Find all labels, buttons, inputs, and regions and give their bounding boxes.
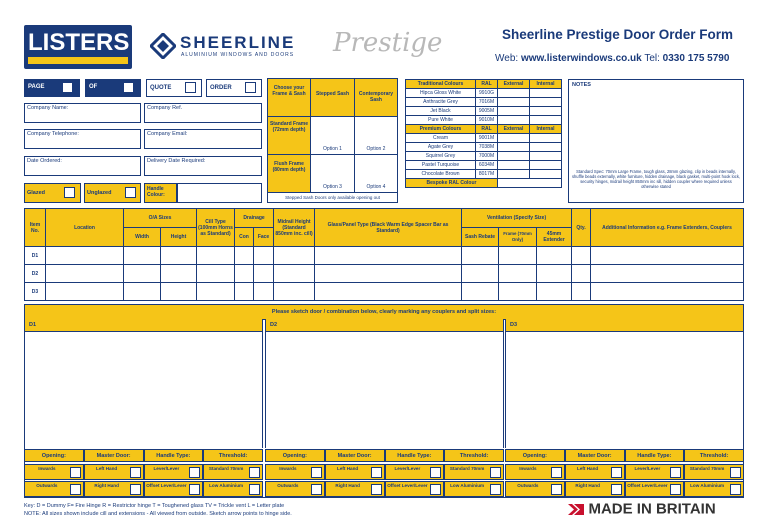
additional-header: Additional Information e.g. Frame Extenders, Couplers: [591, 209, 744, 247]
external-header: External: [498, 125, 530, 134]
qty-header: Qty.: [572, 209, 591, 247]
notes-box[interactable]: [568, 79, 744, 203]
colour-ral: 9910G: [476, 89, 498, 98]
company-tel-label: Company Telephone:: [27, 131, 79, 137]
option-4-cell[interactable]: [355, 155, 397, 193]
option-checkbox[interactable]: [551, 467, 562, 478]
option-checkbox[interactable]: [670, 467, 681, 478]
option-label: Standard 70mm: [689, 466, 725, 471]
sketch-panel-label: D3: [506, 319, 743, 332]
of-label: OF: [89, 84, 98, 90]
colour-ral: 7038M: [476, 143, 498, 152]
cell[interactable]: [274, 265, 315, 283]
option-label: Low Aluminium: [690, 483, 725, 488]
option-label: Lever/Lever: [634, 466, 661, 471]
external-check[interactable]: [498, 89, 530, 98]
page-label: PAGE: [28, 84, 45, 90]
option-label: Offset Lever/Lever: [387, 483, 428, 488]
external-check[interactable]: [498, 161, 530, 170]
option-checkbox[interactable]: [249, 467, 260, 478]
colour-ral: 9001M: [476, 134, 498, 143]
made-in-britain-text: MADE IN BRITAIN: [588, 500, 716, 518]
flush-frame-label: Flush Frame (80mm depth): [272, 161, 306, 173]
sketch-panel-label: D2: [266, 319, 503, 332]
standard-frame-label: Standard Frame (72mm depth): [269, 121, 309, 133]
cell[interactable]: [499, 283, 537, 301]
cell[interactable]: [124, 247, 161, 265]
cell[interactable]: [572, 265, 591, 283]
option-label: Lever/Lever: [394, 466, 421, 471]
option-label: Standard 70mm: [208, 466, 244, 471]
option-checkbox[interactable]: [490, 467, 501, 478]
option-checkbox[interactable]: [70, 484, 81, 495]
option-checkbox[interactable]: [371, 467, 382, 478]
tel-label: Tel:: [644, 53, 660, 64]
form-title: Sheerline Prestige Door Order Form: [502, 27, 734, 42]
cell[interactable]: [197, 283, 235, 301]
cell[interactable]: [235, 283, 254, 301]
cell[interactable]: [254, 265, 274, 283]
contemporary-sash-label: Contemporary Sash: [358, 91, 394, 103]
date-ordered-label: Date Ordered:: [27, 158, 62, 164]
items-table: [24, 208, 744, 301]
option-checkbox[interactable]: [311, 467, 322, 478]
company-name-label: Company Name:: [27, 105, 69, 111]
option-label: Lever/Lever: [153, 466, 180, 471]
footer-note: NOTE: All sizes shown include cill and extensions - All viewed from outside. Sketch arrow points to hinge side.: [24, 511, 292, 517]
table-row: [25, 265, 744, 283]
internal-header: Internal: [530, 125, 562, 134]
internal-check[interactable]: [530, 89, 562, 98]
handle-colour-input[interactable]: [177, 183, 262, 203]
colour-ral: 9005M: [476, 107, 498, 116]
cell[interactable]: [499, 265, 537, 283]
frame-choose-cell: [268, 79, 311, 117]
cell[interactable]: [235, 247, 254, 265]
option-checkbox[interactable]: [490, 484, 501, 495]
glass-header: Glass/Panel Type (Black Warm Edge Spacer Bar as Standard): [315, 209, 462, 247]
option-label: Right Hand: [335, 483, 360, 488]
tel-number: 0330 175 5790: [662, 53, 730, 64]
handle-colour-cell: [144, 183, 177, 203]
cell[interactable]: [161, 283, 197, 301]
colour-name: Pastel Turquoise: [406, 161, 476, 170]
cell[interactable]: [124, 265, 161, 283]
listers-logo: [24, 25, 132, 69]
cell[interactable]: [537, 283, 572, 301]
cell[interactable]: [591, 265, 744, 283]
company-email-field[interactable]: [144, 129, 262, 149]
option-4-label: Option 4: [366, 184, 386, 190]
unglazed-checkbox[interactable]: [125, 187, 136, 198]
stepped-sash-cell: [311, 79, 355, 117]
option-label: Left Hand: [337, 466, 359, 471]
cell[interactable]: [161, 265, 197, 283]
glazed-checkbox[interactable]: [64, 187, 75, 198]
external-header: External: [498, 80, 530, 89]
bespoke-input[interactable]: [498, 179, 562, 188]
option-group-header: Threshold:: [684, 449, 744, 462]
con-header: Con: [235, 228, 254, 247]
cell[interactable]: [499, 247, 537, 265]
option-1-label: Option 1: [323, 146, 342, 152]
option-label: Standard 70mm: [449, 466, 485, 471]
internal-check[interactable]: [530, 152, 562, 161]
listers-logo-text: LISTERS: [28, 29, 130, 56]
date-ordered-field[interactable]: [24, 156, 141, 176]
option-label: Right Hand: [575, 483, 600, 488]
cell[interactable]: [537, 265, 572, 283]
cell[interactable]: [572, 283, 591, 301]
internal-check[interactable]: [530, 134, 562, 143]
flush-frame-cell: [268, 155, 311, 193]
option-label: Right Hand: [94, 483, 119, 488]
option-checkbox[interactable]: [611, 467, 622, 478]
sketch-panel[interactable]: [265, 319, 504, 448]
colour-ral: 8017M: [476, 170, 498, 179]
external-check[interactable]: [498, 98, 530, 107]
option-label: Outwards: [517, 483, 539, 488]
sheerline-sub: ALUMINIUM WINDOWS AND DOORS: [181, 52, 295, 58]
cell[interactable]: [46, 283, 124, 301]
colour-name: Agate Grey: [406, 143, 476, 152]
row-id: D2: [25, 265, 46, 283]
cell[interactable]: [197, 265, 235, 283]
sheerline-emblem-icon: [150, 33, 176, 59]
quote-checkbox[interactable]: [185, 82, 196, 93]
oa-sizes-header: O/A Sizes: [124, 209, 197, 228]
notes-spec: Standard Spec: 70mm Large Frame, tough glass, 28mm glazing, clip in beads internally, shuffle beads externally, white furniture, hidden drainage, black gasket, multi-point hook lock, security hinges, midrail height 850mm inc sill, hidden coupler where required unless otherwise stated: [571, 169, 740, 190]
option-group-header: Handle Type:: [144, 449, 204, 462]
notes-title: NOTES: [572, 82, 591, 88]
cell[interactable]: [537, 247, 572, 265]
delivery-date-field[interactable]: [144, 156, 262, 176]
option-group-header: Handle Type:: [625, 449, 685, 462]
web-label: Web:: [495, 53, 519, 64]
cell[interactable]: [274, 283, 315, 301]
option-checkbox[interactable]: [371, 484, 382, 495]
company-ref-label: Company Ref.: [147, 105, 183, 111]
sketch-banner-label: Please sketch door / combination below, clearly marking any couplers and split sizes:: [271, 309, 497, 315]
union-flag-icon: [568, 502, 584, 516]
sheerline-text: SHEERLINE: [180, 33, 296, 52]
colour-name: Pure White: [406, 116, 476, 125]
colour-ral: 7000M: [476, 152, 498, 161]
option-1-cell[interactable]: [311, 117, 355, 155]
option-checkbox[interactable]: [611, 484, 622, 495]
option-label: Outwards: [277, 483, 299, 488]
cell[interactable]: [315, 265, 462, 283]
ventilation-header: Ventilation (Specify Size): [462, 209, 572, 228]
standard-frame-cell: [268, 117, 311, 155]
option-label: Inwards: [38, 466, 56, 471]
cell[interactable]: [315, 283, 462, 301]
option-label: Left Hand: [577, 466, 599, 471]
option-3-label: Option 3: [323, 184, 342, 190]
option-group-header: Opening:: [505, 449, 565, 462]
internal-check[interactable]: [530, 143, 562, 152]
option-label: Inwards: [279, 466, 297, 471]
colour-ral: 7016M: [476, 98, 498, 107]
contemporary-sash-cell: [355, 79, 397, 117]
external-check[interactable]: [498, 107, 530, 116]
sketch-panel[interactable]: [505, 319, 744, 448]
internal-check[interactable]: [530, 161, 562, 170]
option-checkbox[interactable]: [551, 484, 562, 495]
colour-ral: 9010M: [476, 116, 498, 125]
stepped-note: [268, 193, 397, 202]
face-header: Face: [254, 228, 274, 247]
option-group-header: Threshold:: [203, 449, 263, 462]
cell[interactable]: [161, 247, 197, 265]
table-row: [25, 247, 744, 265]
option-label: Outwards: [36, 483, 58, 488]
cell[interactable]: [462, 283, 499, 301]
delivery-date-label: Delivery Date Required:: [147, 158, 206, 164]
sketch-panel-label: D1: [25, 319, 262, 332]
contact-line: [495, 53, 729, 64]
frame-choose-label: Choose your Frame & Sash: [272, 85, 306, 97]
extender-header: 45mm Extender: [537, 228, 572, 247]
option-group-header: Threshold:: [444, 449, 504, 462]
external-check[interactable]: [498, 143, 530, 152]
option-checkbox[interactable]: [130, 467, 141, 478]
option-label: Low Aluminium: [450, 483, 485, 488]
company-ref-field[interactable]: [144, 103, 262, 123]
colour-name: Squirrel Grey: [406, 152, 476, 161]
colour-name: Jet Black: [406, 107, 476, 116]
width-header: Width: [124, 228, 161, 247]
bespoke-header: Bespoke RAL Colour: [406, 179, 498, 188]
sketch-panel[interactable]: [24, 319, 263, 448]
cell[interactable]: [274, 247, 315, 265]
option-2-cell[interactable]: [355, 117, 397, 155]
stepped-sash-label: Stepped Sash: [315, 91, 350, 97]
option-checkbox[interactable]: [189, 484, 200, 495]
colours-table: [405, 79, 562, 188]
cell[interactable]: [315, 247, 462, 265]
option-checkbox[interactable]: [130, 484, 141, 495]
option-group-header: Master Door:: [325, 449, 385, 462]
option-checkbox[interactable]: [70, 467, 81, 478]
cell[interactable]: [462, 265, 499, 283]
option-group-header: Opening:: [24, 449, 84, 462]
premium-colours-header: Premium Colours: [406, 125, 476, 134]
external-check[interactable]: [498, 116, 530, 125]
external-check[interactable]: [498, 134, 530, 143]
cell[interactable]: [235, 265, 254, 283]
made-in-britain: [568, 500, 716, 520]
footer-key: Key: D = Dummy F= Fire Hinge R = Restrictor hinge T = Toughened glass TV = Trickle vent L = Letter plate: [24, 503, 285, 509]
cill-type-header: Cill Type (100mm Horns as Standard): [197, 209, 235, 247]
company-name-field[interactable]: [24, 103, 141, 123]
cell[interactable]: [591, 283, 744, 301]
option-group-header: Master Door:: [565, 449, 625, 462]
option-group-header: Handle Type:: [385, 449, 445, 462]
internal-check[interactable]: [530, 170, 562, 179]
cell[interactable]: [572, 247, 591, 265]
option-label: Inwards: [519, 466, 537, 471]
table-row: [25, 283, 744, 301]
cell[interactable]: [462, 247, 499, 265]
frame-only-header: Frame (70mm Only): [499, 228, 537, 247]
listers-logo-stripe: [28, 57, 128, 64]
cell[interactable]: [197, 247, 235, 265]
sheerline-logo: [150, 33, 320, 63]
row-id: D3: [25, 283, 46, 301]
option-2-label: Option 2: [366, 146, 386, 152]
quote-label: QUOTE: [150, 85, 172, 91]
company-email-label: Company Email:: [147, 131, 188, 137]
unglazed-label: Unglazed: [87, 190, 112, 196]
internal-check[interactable]: [530, 98, 562, 107]
option-checkbox[interactable]: [430, 467, 441, 478]
glazed-label: Glazed: [27, 190, 46, 196]
option-label: Offset Lever/Lever: [627, 483, 668, 488]
company-tel-field[interactable]: [24, 129, 141, 149]
of-input[interactable]: [123, 82, 134, 93]
ral-header: RAL: [476, 80, 498, 89]
cell[interactable]: [124, 283, 161, 301]
colour-name: Anthracite Grey: [406, 98, 476, 107]
cell[interactable]: [591, 247, 744, 265]
external-check[interactable]: [498, 152, 530, 161]
order-label: ORDER: [210, 85, 232, 91]
height-header: Height: [161, 228, 197, 247]
sash-rebate-header: Sash Rebate: [462, 228, 499, 247]
sketch-banner: [25, 305, 743, 320]
handle-colour-label: Handle Colour:: [147, 186, 165, 198]
item-header: Item No.: [25, 209, 46, 247]
option-label: Low Aluminium: [209, 483, 244, 488]
cell[interactable]: [254, 247, 274, 265]
prestige-script: Prestige: [333, 28, 443, 58]
internal-header: Internal: [530, 80, 562, 89]
option-3-cell[interactable]: [311, 155, 355, 193]
option-checkbox[interactable]: [249, 484, 260, 495]
cell[interactable]: [46, 265, 124, 283]
colour-name: Chocolate Brown: [406, 170, 476, 179]
colour-name: Cream: [406, 134, 476, 143]
order-checkbox[interactable]: [245, 82, 256, 93]
colour-ral: 6034M: [476, 161, 498, 170]
option-label: Left Hand: [96, 466, 118, 471]
midrail-header: Midrail Height (Standard 850mm inc. cill): [274, 209, 315, 247]
colour-name: Hipca Gloss White: [406, 89, 476, 98]
internal-check[interactable]: [530, 116, 562, 125]
ral-header: RAL: [476, 125, 498, 134]
web-url: www.listerwindows.co.uk: [520, 53, 642, 64]
stepped-note-label: Stepped Sash Doors only available opening out: [285, 195, 380, 200]
option-group-header: Master Door:: [84, 449, 144, 462]
internal-check[interactable]: [530, 107, 562, 116]
page-input[interactable]: [62, 82, 73, 93]
drainage-header: Drainage: [235, 209, 274, 228]
option-checkbox[interactable]: [730, 484, 741, 495]
option-checkbox[interactable]: [189, 467, 200, 478]
option-checkbox[interactable]: [670, 484, 681, 495]
option-checkbox[interactable]: [311, 484, 322, 495]
location-header: Location: [46, 209, 124, 247]
option-label: Offset Lever/Lever: [146, 483, 187, 488]
external-check[interactable]: [498, 170, 530, 179]
option-group-header: Opening:: [265, 449, 325, 462]
row-id: D1: [25, 247, 46, 265]
frame-selector: [267, 78, 398, 203]
trad-colours-header: Traditional Colours: [406, 80, 476, 89]
cell[interactable]: [46, 247, 124, 265]
cell[interactable]: [254, 283, 274, 301]
option-checkbox[interactable]: [430, 484, 441, 495]
option-checkbox[interactable]: [730, 467, 741, 478]
